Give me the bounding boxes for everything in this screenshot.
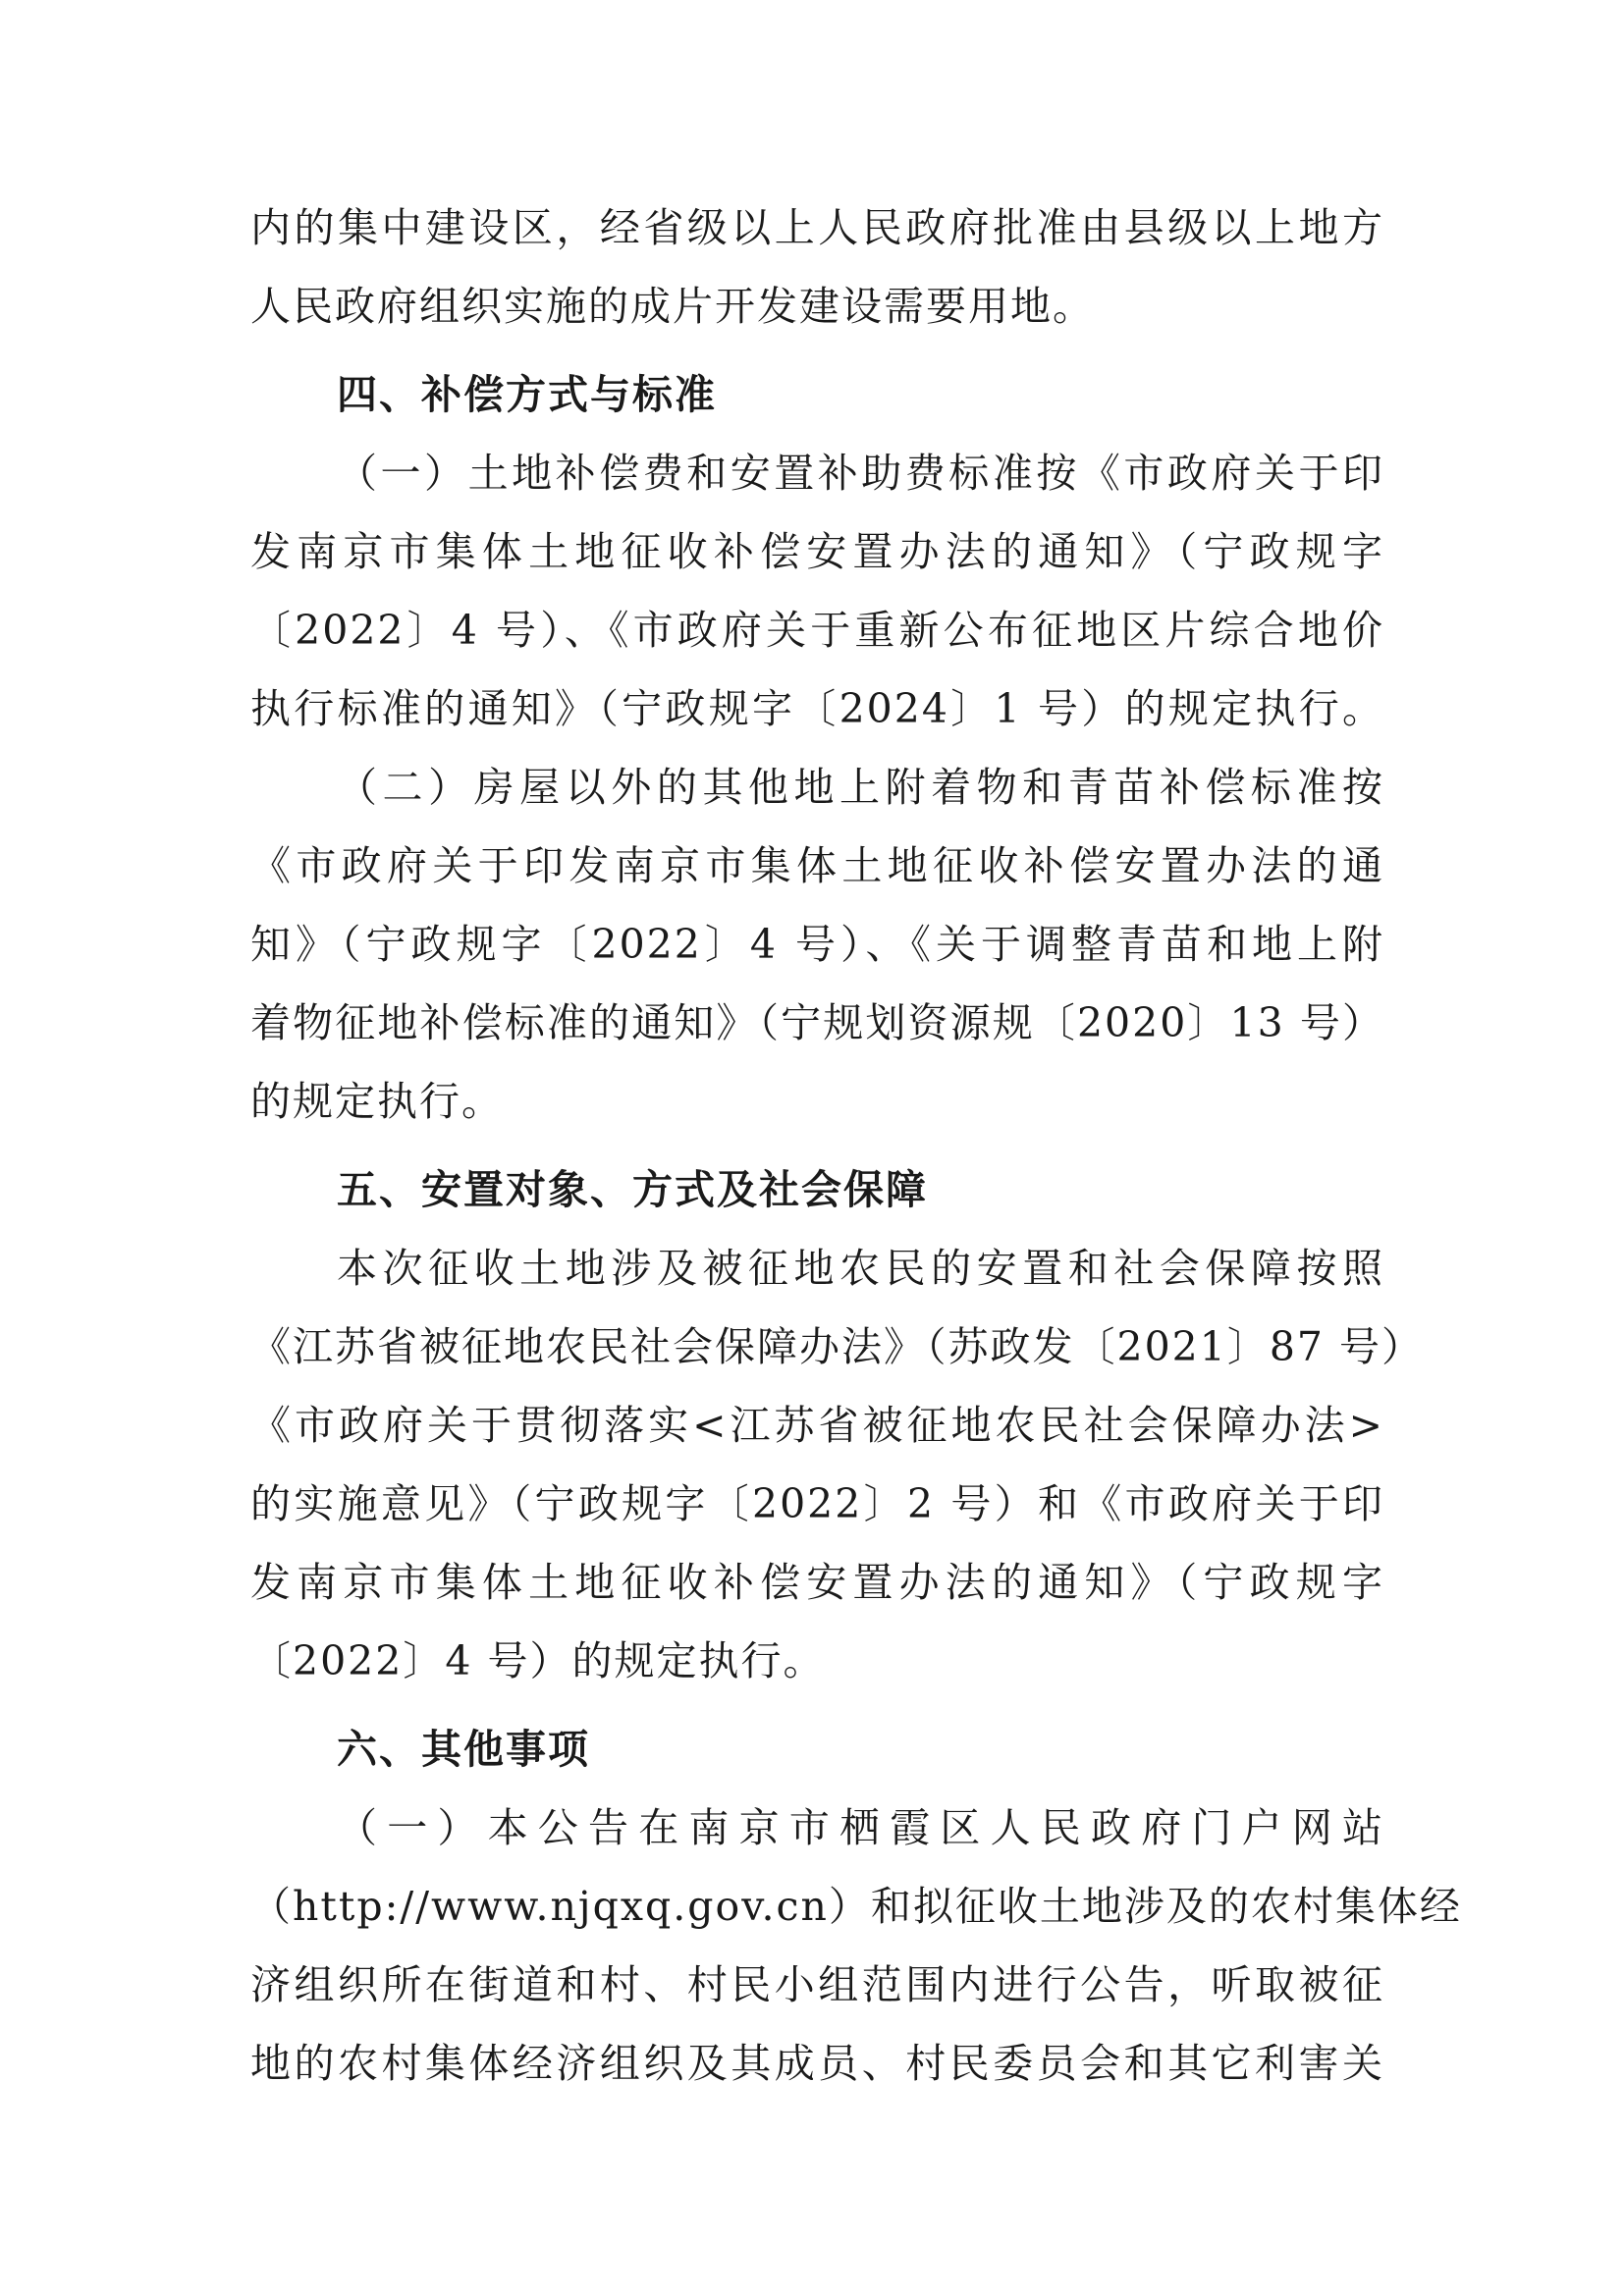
text-line: （一）本公告在南京市栖霞区人民政府门户网站 (337, 1804, 1384, 1851)
text-line: 〔2022〕4 号）、《市政府关于重新公布征地区片综合地价 (250, 607, 1384, 654)
text-line: 的实施意见》（宁政规字〔2022〕2 号）和《市政府关于印 (250, 1480, 1384, 1527)
text-line: 《市政府关于印发南京市集体土地征收补偿安置办法的通 (250, 842, 1384, 889)
text-line: 执行标准的通知》（宁政规字〔2024〕1 号）的规定执行。 (250, 685, 1384, 732)
section5-paragraph-1 (250, 1229, 1425, 1700)
text-line: 本次征收土地涉及被征地农民的安置和社会保障按照 (337, 1245, 1384, 1292)
section-heading-4: 四、补偿方式与标准 (337, 371, 717, 418)
section4-paragraph-2 (250, 748, 1384, 1141)
text-line: 发南京市集体土地征收补偿安置办法的通知》（宁政规字 (250, 1559, 1384, 1606)
text-line: 济组织所在街道和村、村民小组范围内进行公告，听取被征 (250, 1961, 1384, 2008)
paragraph-continued (250, 188, 1384, 346)
text-line: 人民政府组织实施的成片开发建设需要用地。 (250, 283, 1095, 330)
text-line: 知》（宁政规字〔2022〕4 号）、《关于调整青苗和地上附 (250, 921, 1384, 968)
section6-paragraph-1 (250, 1789, 1462, 2103)
text-line: 《江苏省被征地农民社会保障办法》（苏政发〔2021〕87 号） (250, 1323, 1425, 1370)
section-heading-6: 六、其他事项 (337, 1726, 590, 1773)
text-line: （http://www.njqxq.gov.cn）和拟征收土地涉及的农村集体经 (250, 1883, 1462, 1930)
text-line: 〔2022〕4 号）的规定执行。 (250, 1637, 826, 1684)
text-line: （二）房屋以外的其他地上附着物和青苗补偿标准按 (337, 764, 1384, 811)
text-line: 内的集中建设区，经省级以上人民政府批准由县级以上地方 (250, 204, 1384, 251)
document-page (250, 188, 1462, 2103)
text-line: 地的农村集体经济组织及其成员、村民委员会和其它利害关 (250, 2040, 1384, 2087)
text-line: 着物征地补偿标准的通知》（宁规划资源规〔2020〕13 号） (250, 999, 1384, 1046)
text-line: 发南京市集体土地征收补偿安置办法的通知》（宁政规字 (250, 528, 1384, 575)
text-line: （一）土地补偿费和安置补助费标准按《市政府关于印 (337, 450, 1384, 497)
text-line: 《市政府关于贯彻落实<江苏省被征地农民社会保障办法> (250, 1402, 1384, 1449)
section4-paragraph-1 (250, 434, 1384, 748)
text-line: 的规定执行。 (250, 1078, 504, 1125)
section-heading-5: 五、安置对象、方式及社会保障 (337, 1166, 928, 1213)
